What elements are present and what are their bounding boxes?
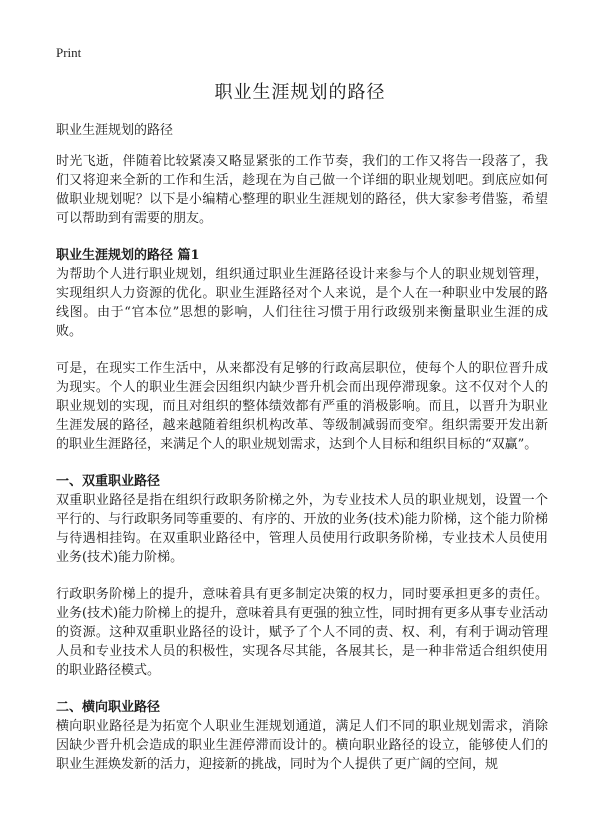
paragraph: 可是，在现实工作生活中，从来都没有足够的行政高层职位，使每个人的职位晋升成为现实。个人的职业生涯会因组织内缺少晋升机会而出现停滞现象。这不仅对个人的职业规划的实现，而且对组织的整体绩效都有严重的消极影响。而且，以晋升为职业生涯发展的路径，越来越随着组织机构改革、等级制减弱而变窄。组织需要开发出新的职业生涯路径，来满足个人的职业规划需求，达到个人目标和组织目标的“双赢”。 (56, 361, 548, 452)
intro-paragraph: 时光飞逝，伴随着比较紧凑又略显紧张的工作节奏，我们的工作又将告一段落了，我们又将迎来全新的工作和生活，趁现在为自己做一个详细的职业规划吧。到底应如何做职业规划呢？以下是小编精心整理的职业生涯规划的路径，供大家参考借鉴，希望可以帮助到有需要的朋友。 (56, 154, 548, 226)
paragraph: 为帮助个人进行职业规划，组织通过职业生涯路径设计来参与个人的职业规划管理，实现组织人力资源的优化。职业生涯路径对个人来说，是个人在一种职业中发展的路线图。由于“官本位”思想的影响，人们往往习惯于用行政级别来衡量职业生涯的成败。 (56, 267, 548, 339)
section-heading-horizontal-path: 二、横向职业路径 (56, 700, 161, 715)
document-body (56, 121, 548, 792)
page-title: 职业生涯规划的路径 (214, 82, 386, 103)
print-link[interactable]: Print (56, 45, 82, 60)
paragraph: 行政职务阶梯上的提升，意味着具有更多制定决策的权力，同时要承担更多的责任。业务(技术)能力阶梯上的提升，意味着具有更强的独立性，同时拥有更多从事专业活动的资源。这种双重职业路径的设计，赋予了个人不同的责、权、利，有利于调动管理人员和专业技术人员的积极性，实现各尽其能，各展其长，是一种非常适合组织使用的职业路径模式。 (56, 587, 548, 678)
section-heading-article-1: 职业生涯规划的路径 篇1 (56, 248, 200, 263)
paragraph: 横向职业路径是为拓宽个人职业生涯规划通道，满足人们不同的职业规划需求，消除因缺少晋升机会造成的职业生涯停滞而设计的。横向职业路径的设立，能够使人们的职业生涯焕发新的活力，迎接新的挑战，同时为个人提供了更广阔的空间，规 (56, 719, 548, 772)
section-heading-dual-path: 一、双重职业路径 (56, 474, 161, 489)
document-subtitle: 职业生涯规划的路径 (56, 123, 174, 138)
paragraph: 双重职业路径是指在组织行政职务阶梯之外，为专业技术人员的职业规划，设置一个平行的、与行政职务同等重要的、有序的、开放的业务(技术)能力阶梯，这个能力阶梯与待遇相挂钩。在双重职业路径中，管理人员使用行政职务阶梯，专业技术人员使用业务(技术)能力阶梯。 (56, 493, 548, 565)
